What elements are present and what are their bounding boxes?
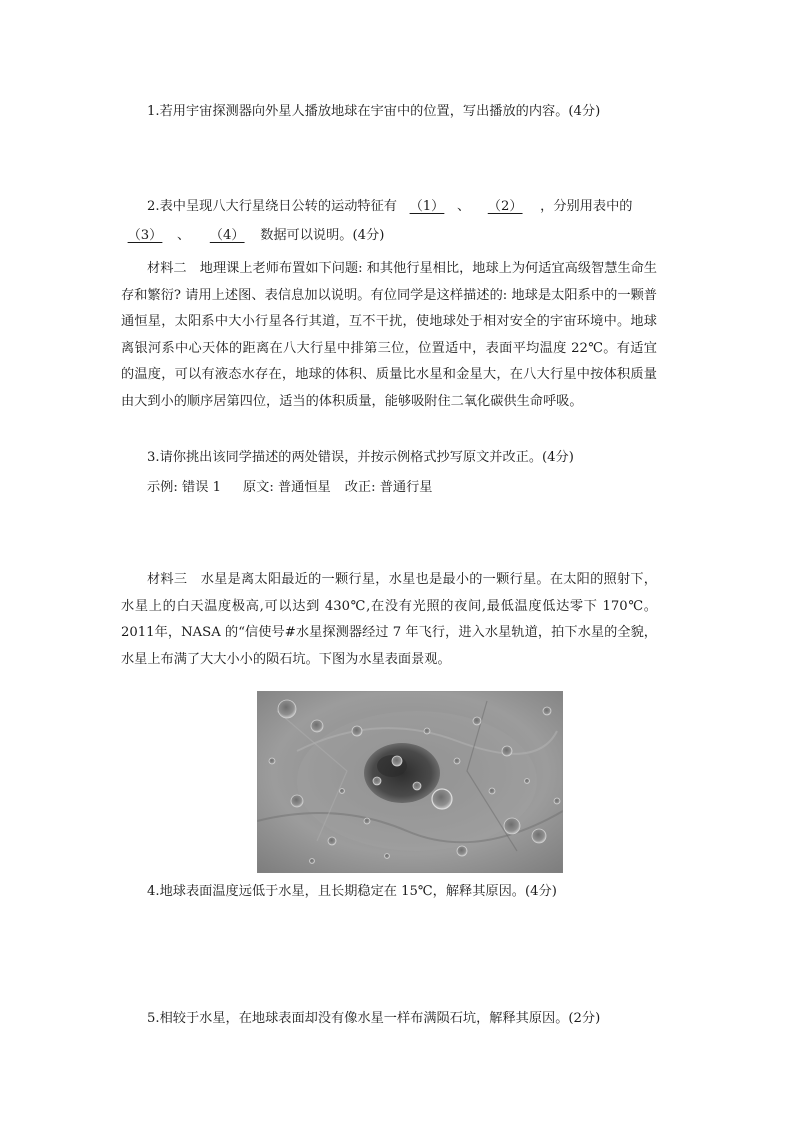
question-2-mid: ，分别用表中的 <box>540 199 633 214</box>
blank-2: （2） <box>487 199 523 214</box>
example-line <box>147 479 433 497</box>
question-2-line-1 <box>147 198 632 216</box>
material-2-paragraph: 材料二 地理课上老师布置如下问题: 和其他行星相比，地球上为何适宜高级智慧生命生存和繁衍? 请用上述图、表信息加以说明。有位同学是这样描述的: 地球是太阳系中的一颗普通恒星，太阳系中大小行星各行其道，互不干扰，使地球处于相对安全的宇宙环境中。地球离银河系中心天体的距离在八大行星中排第三位，位置适中，表面平均温度 22℃。有适宜的温度，可以有液态水存在，地球的体积、质量比水星和金星大，在八大行星中按体积质量由大到小的顺序居第四位，适当的体积质量，能够吸附住二氧化碳供生命呼吸。 <box>121 261 657 409</box>
blank-separator-2: 、 <box>177 228 191 243</box>
example-original: 原文: 普通恒星 <box>242 480 331 495</box>
example-label: 示例: 错误 1 <box>147 480 221 495</box>
question-2-suffix: 数据可以说明。(4分) <box>260 228 385 243</box>
blank-separator: 、 <box>456 199 471 214</box>
question-2-prefix: 2.表中呈现八大行星绕日公转的运动特征有 <box>147 199 397 214</box>
blank-4: （4） <box>209 228 245 243</box>
question-5: 5.相较于水星，在地球表面却没有像水星一样布满陨石坑，解释其原因。(2分) <box>147 1011 601 1026</box>
material-3-paragraph: 材料三 水星是离太阳最近的一颗行星，水星也是最小的一颗行星。在太阳的照射下，水星上的白天温度极高,可以达到 430℃,在没有光照的夜间,最低温度低达零下 170℃。2011年，NASA 的“信使号#水星探测器经过 7 年飞行，进入水星轨道，拍下水星的全貌，水星上布满了大大小小的陨石坑。下图为水星表面景观。 <box>121 572 657 667</box>
example-correction: 改正: 普通行星 <box>344 480 433 495</box>
question-2-line-2 <box>121 227 384 245</box>
blank-3: （3） <box>127 228 163 243</box>
question-3: 3.请你挑出该同学描述的两处错误，并按示例格式抄写原文并改正。(4分) <box>147 450 574 465</box>
question-4: 4.地球表面温度远低于水星，且长期稳定在 15℃，解释其原因。(4分) <box>147 884 557 899</box>
question-1: 1.若用宇宙探测器向外星人播放地球在宇宙中的位置，写出播放的内容。(4分) <box>147 104 601 119</box>
blank-1: （1） <box>409 199 445 214</box>
mercury-surface-image <box>257 691 563 873</box>
